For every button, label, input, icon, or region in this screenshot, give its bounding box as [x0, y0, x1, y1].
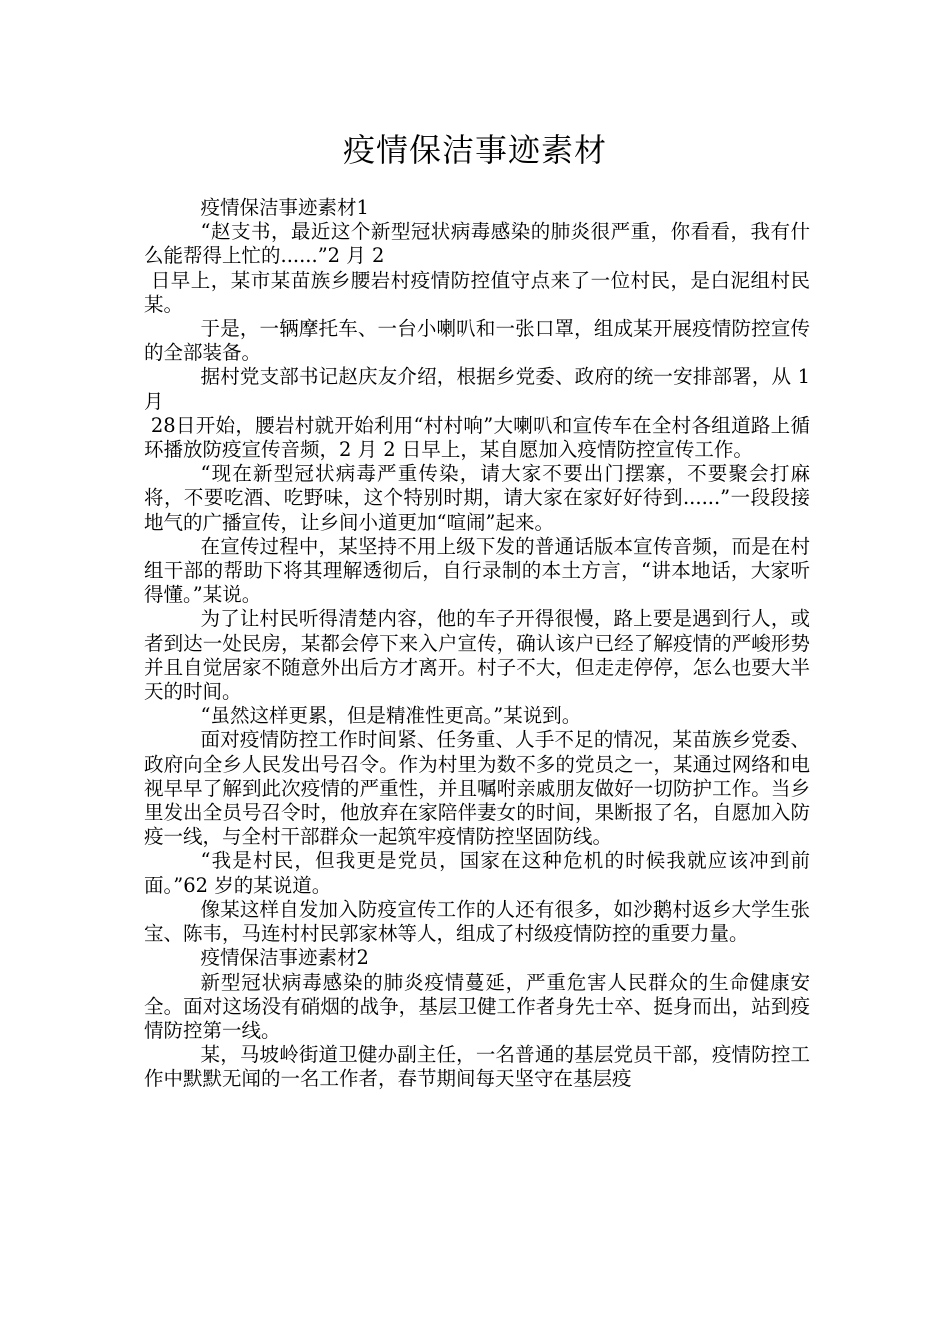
- paragraph: 像某这样自发加入防疫宣传工作的人还有很多，如沙鹅村返乡大学生张宝、陈韦，马连村村民郭家林等人，组成了村级疫情防控的重要力量。: [144, 897, 810, 946]
- paragraph: 日早上，某市某苗族乡腰岩村疫情防控值守点来了一位村民，是白泥组村民某。: [144, 268, 810, 316]
- paragraph: 为了让村民听得清楚内容，他的车子开得很慢，路上要是遇到行人，或者到达一处民房，某都会停下来入户宣传，确认该户已经了解疫情的严峻形势并且自觉居家不随意外出后方才离开。村子不大，但走走停停，怎么也要大半天的时间。: [144, 607, 810, 704]
- paragraph: “我是村民，但我更是党员，国家在这种危机的时候我就应该冲到前面。”62 岁的某说道。: [144, 849, 810, 897]
- section-heading-2: 疫情保洁事迹素材2: [200, 946, 369, 970]
- document-title: 疫情保洁事迹素材: [342, 131, 607, 169]
- paragraph: 面对疫情防控工作时间紧、任务重、人手不足的情况，某苗族乡党委、政府向全乡人民发出号召令。作为村里为数不多的党员之一，某通过网络和电视早早了解到此次疫情的严重性，并且嘱咐亲戚朋友做好一切防护工作。当乡里发出全员号召令时，他放弃在家陪伴妻女的时间，果断报了名，自愿加入防疫一线，与全村干部群众一起筑牢疫情防控坚固防线。: [144, 728, 810, 849]
- paragraph: 据村党支部书记赵庆友介绍，根据乡党委、政府的统一安排部署，从 1 月: [144, 365, 810, 413]
- paragraph: 在宣传过程中，某坚持不用上级下发的普通话版本宣传音频，而是在村组干部的帮助下将其理解透彻后，自行录制的本土方言，“讲本地话，大家听得懂。”某说。: [144, 534, 810, 607]
- paragraph: 28日开始，腰岩村就开始利用“村村响”大喇叭和宣传车在全村各组道路上循环播放防疫宣传音频，2 月 2 日早上，某自愿加入疫情防控宣传工作。: [144, 413, 810, 462]
- paragraph: “现在新型冠状病毒严重传染，请大家不要出门摆寨，不要聚会打麻将，不要吃酒、吃野味，这个特别时期，请大家在家好好待到......”一段段接地气的广播宣传，让乡间小道更加“喧闹”起来。: [144, 462, 810, 534]
- paragraph: 新型冠状病毒感染的肺炎疫情蔓延，严重危害人民群众的生命健康安全。面对这场没有硝烟的战争，基层卫健工作者身先士卒、挺身而出，站到疫情防控第一线。: [144, 970, 810, 1042]
- paragraph: “赵支书，最近这个新型冠状病毒感染的肺炎很严重，你看看，我有什么能帮得上忙的......”2 月 2: [144, 220, 810, 268]
- document-body: [144, 196, 810, 1092]
- paragraph: 某，马坡岭街道卫健办副主任，一名普通的基层党员干部，疫情防控工作中默默无闻的一名工作者，春节期间每天坚守在基层疫: [144, 1043, 810, 1091]
- paragraph: “虽然这样更累，但是精准性更高。”某说到。: [200, 704, 582, 728]
- section-heading-1: 疫情保洁事迹素材1: [200, 196, 369, 219]
- paragraph: 于是，一辆摩托车、一台小喇叭和一张口罩，组成某开展疫情防控宣传的全部装备。: [144, 317, 810, 365]
